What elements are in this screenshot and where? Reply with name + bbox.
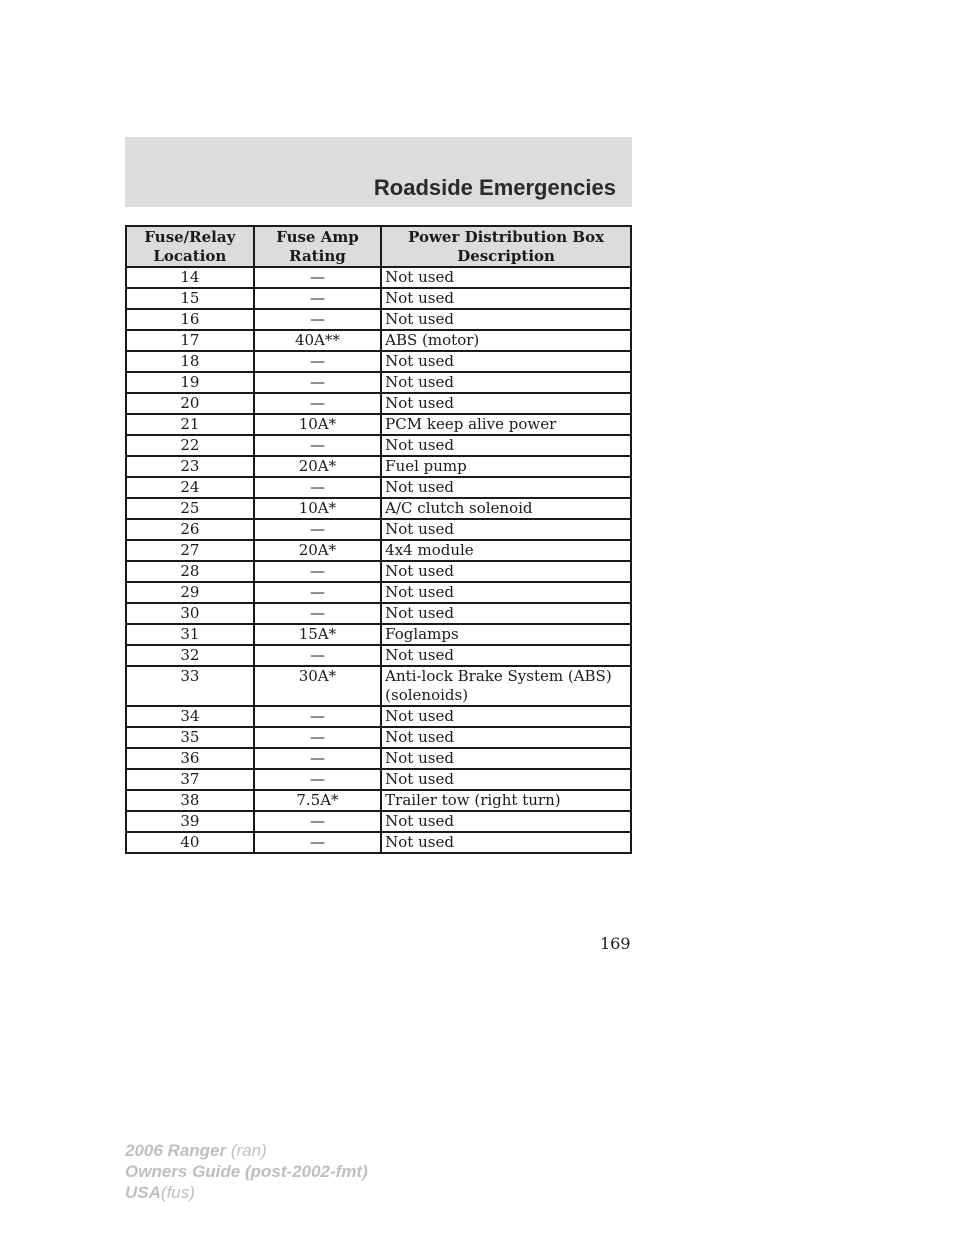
table-row [126,540,631,561]
cell-description: Not used [381,288,631,309]
cell-amp-rating: — [254,832,381,853]
table-row [126,561,631,582]
document-footer [125,1140,368,1203]
cell-location: 34 [126,706,254,727]
cell-description: Anti-lock Brake System (ABS) (solenoids) [381,666,631,706]
footer-model-code: (ran) [230,1141,267,1160]
cell-location: 37 [126,769,254,790]
cell-description: Not used [381,832,631,853]
table-row [126,477,631,498]
cell-amp-rating: — [254,351,381,372]
page-number: 169 [600,934,631,953]
cell-amp-rating: — [254,561,381,582]
table-row [126,624,631,645]
cell-description: Not used [381,351,631,372]
cell-location: 32 [126,645,254,666]
footer-market-code: (fus) [160,1183,195,1202]
cell-location: 22 [126,435,254,456]
cell-amp-rating: — [254,811,381,832]
cell-location: 28 [126,561,254,582]
table-row [126,727,631,748]
cell-amp-rating: — [254,519,381,540]
cell-amp-rating: 40A** [254,330,381,351]
cell-location: 36 [126,748,254,769]
table-row [126,351,631,372]
cell-amp-rating: — [254,769,381,790]
footer-guide: Owners Guide (post-2002-fmt) [125,1162,368,1181]
table-row [126,435,631,456]
table-row [126,832,631,853]
cell-description: Not used [381,769,631,790]
table-header-row [126,226,631,267]
cell-description: A/C clutch solenoid [381,498,631,519]
cell-location: 29 [126,582,254,603]
cell-description: Not used [381,519,631,540]
cell-location: 16 [126,309,254,330]
cell-location: 15 [126,288,254,309]
fuse-table [125,225,632,854]
cell-amp-rating: — [254,603,381,624]
table-row [126,372,631,393]
cell-description: Not used [381,372,631,393]
cell-description: Not used [381,603,631,624]
table-row [126,330,631,351]
cell-amp-rating: — [254,706,381,727]
table-row [126,393,631,414]
table-row [126,603,631,624]
table-row [126,666,631,706]
table-row [126,519,631,540]
cell-description: Not used [381,309,631,330]
cell-location: 18 [126,351,254,372]
table-row [126,706,631,727]
table-row [126,309,631,330]
cell-description: Not used [381,267,631,288]
cell-description: Not used [381,748,631,769]
cell-location: 27 [126,540,254,561]
cell-amp-rating: — [254,477,381,498]
cell-location: 25 [126,498,254,519]
column-header-amp-rating: Fuse Amp Rating [254,226,381,267]
cell-amp-rating: 10A* [254,414,381,435]
table-row [126,456,631,477]
cell-description: Not used [381,561,631,582]
cell-location: 19 [126,372,254,393]
cell-amp-rating: — [254,645,381,666]
table-row [126,811,631,832]
cell-description: PCM keep alive power [381,414,631,435]
column-header-description: Power Distribution Box Description [381,226,631,267]
table-row [126,582,631,603]
cell-location: 31 [126,624,254,645]
cell-description: Not used [381,706,631,727]
column-header-location: Fuse/Relay Location [126,226,254,267]
cell-amp-rating: — [254,393,381,414]
cell-description: Not used [381,393,631,414]
cell-description: 4x4 module [381,540,631,561]
cell-description: Not used [381,582,631,603]
cell-location: 24 [126,477,254,498]
cell-amp-rating: — [254,435,381,456]
cell-amp-rating: 7.5A* [254,790,381,811]
footer-market: USA [125,1183,161,1202]
cell-location: 20 [126,393,254,414]
cell-description: Not used [381,727,631,748]
cell-description: Not used [381,435,631,456]
cell-location: 40 [126,832,254,853]
table-row [126,769,631,790]
cell-location: 21 [126,414,254,435]
cell-location: 35 [126,727,254,748]
cell-location: 30 [126,603,254,624]
cell-description: Trailer tow (right turn) [381,790,631,811]
cell-description: ABS (motor) [381,330,631,351]
cell-description: Not used [381,477,631,498]
table-row [126,414,631,435]
table-body [126,267,631,853]
cell-amp-rating: 10A* [254,498,381,519]
cell-location: 23 [126,456,254,477]
table-row [126,288,631,309]
cell-amp-rating: 15A* [254,624,381,645]
cell-amp-rating: 20A* [254,456,381,477]
table-row [126,790,631,811]
cell-amp-rating: — [254,288,381,309]
cell-location: 17 [126,330,254,351]
table-row [126,645,631,666]
table-row [126,267,631,288]
cell-location: 33 [126,666,254,706]
table-row [126,748,631,769]
cell-amp-rating: — [254,748,381,769]
cell-location: 14 [126,267,254,288]
cell-location: 26 [126,519,254,540]
cell-amp-rating: — [254,582,381,603]
cell-amp-rating: — [254,727,381,748]
section-header [125,137,632,207]
section-title: Roadside Emergencies [373,175,616,200]
cell-description: Fuel pump [381,456,631,477]
cell-amp-rating: — [254,267,381,288]
cell-description: Not used [381,811,631,832]
table-row [126,498,631,519]
cell-location: 39 [126,811,254,832]
cell-amp-rating: 30A* [254,666,381,706]
cell-description: Not used [381,645,631,666]
cell-description: Foglamps [381,624,631,645]
cell-amp-rating: 20A* [254,540,381,561]
cell-amp-rating: — [254,372,381,393]
footer-model: 2006 Ranger [125,1141,227,1160]
cell-amp-rating: — [254,309,381,330]
cell-location: 38 [126,790,254,811]
